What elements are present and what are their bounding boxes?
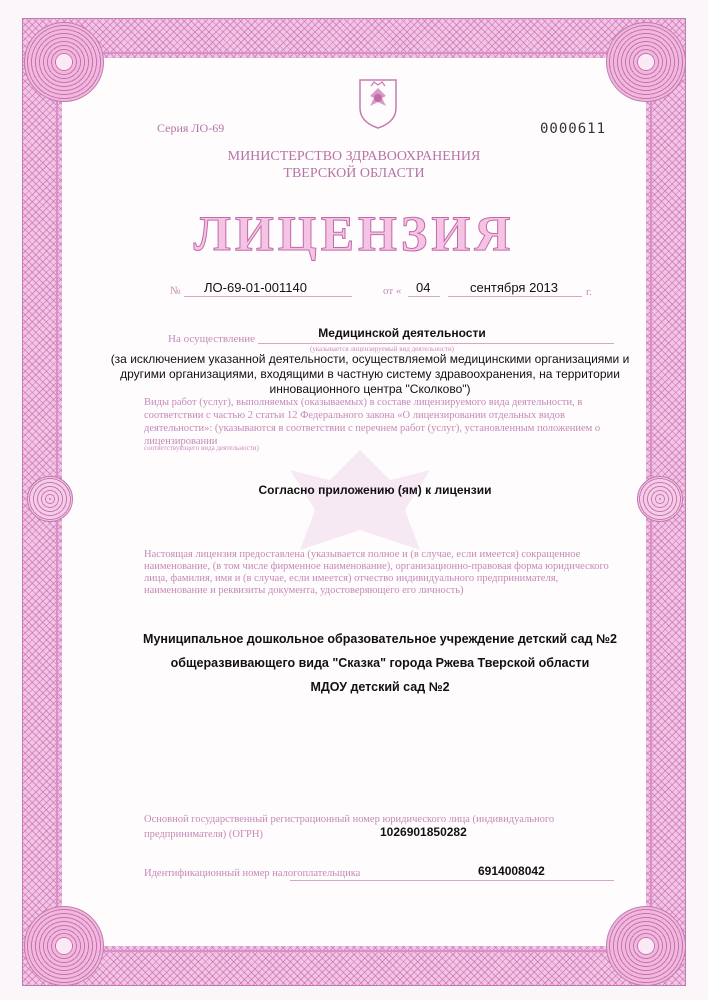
rosette-icon xyxy=(24,22,104,102)
activity-underline xyxy=(258,343,614,344)
inn-value: 6914008042 xyxy=(478,864,545,878)
document-title: ЛИЦЕНЗИЯ xyxy=(193,205,515,261)
activity-exclusion: (за исключением указанной деятельности, осуществляемой медицинскими организациями и другими организациями, входящими в частную систему здравоохранения, на территории инновационного центра "Сколково") xyxy=(110,352,630,396)
rosette-icon xyxy=(24,906,104,986)
ogrn-value: 1026901850282 xyxy=(380,825,467,839)
month-underline xyxy=(448,296,582,297)
license-day: 04 xyxy=(416,280,431,295)
coat-of-arms-icon xyxy=(356,74,400,130)
series-label: Серия ЛО-69 xyxy=(157,121,225,135)
medallion-icon xyxy=(637,476,683,522)
ogrn-label: Основной государственный регистрационный номер юридического лица (индивидуального предпринимателя) (ОГРН) xyxy=(144,814,555,840)
inn-label: Идентификационный номер налогоплательщика xyxy=(144,868,361,879)
license-number: ЛО-69-01-001140 xyxy=(204,280,307,295)
works-value: Согласно приложению (ям) к лицензии xyxy=(258,483,492,497)
rosette-icon xyxy=(606,906,686,986)
licensee-label: Настоящая лицензия предоставлена (указывается полное и (в случае, если имеется) сокращенное наименование, (в том числе фирменное наименование), организационно-правовая форма юридического лица, фамилия, имя и (в случае, если имеется) отчество индивидуального предпринимателя, наименование и реквизиты документа, удостоверяющего его личность) xyxy=(144,549,609,596)
rosette-icon xyxy=(606,22,686,102)
ministry-name: МИНИСТЕРСТВО ЗДРАВООХРАНЕНИЯ xyxy=(227,149,481,164)
ministry-region: ТВЕРСКОЙ ОБЛАСТИ xyxy=(283,166,425,181)
day-underline xyxy=(408,296,440,297)
licensee-name-line2: общеразвивающего вида "Сказка" города Ржева Тверской области xyxy=(170,656,590,670)
activity-value: Медицинской деятельности xyxy=(318,326,486,340)
activity-label: На осуществление xyxy=(168,333,255,345)
license-month-year: сентября 2013 xyxy=(470,280,559,295)
inn-underline xyxy=(290,880,614,881)
works-label: Виды работ (услуг), выполняемых (оказываемых) в составе лицензируемого вида деятельности, в соответствии с частью 2 статьи 12 Федерального закона «О лицензировании отдельных видов деятельности»: (указываются в соответствии с перечнем работ (услуг), установленным положением о лицензировании xyxy=(144,397,601,447)
blank-number: 0000611 xyxy=(540,121,607,137)
number-underline xyxy=(184,296,352,297)
licensee-name-line1: Муниципальное дошкольное образовательное учреждение детский сад №2 xyxy=(143,632,617,646)
number-mark: № xyxy=(170,285,181,297)
activity-caption: (указывается лицензируемый вид деятельности) xyxy=(310,345,455,353)
licensee-short-name: МДОУ детский сад №2 xyxy=(310,680,450,694)
medallion-icon xyxy=(27,476,73,522)
year-suffix: г. xyxy=(586,286,593,298)
works-sub-label: соответствующего вида деятельности) xyxy=(144,444,259,452)
date-from-label: от « xyxy=(383,285,402,297)
